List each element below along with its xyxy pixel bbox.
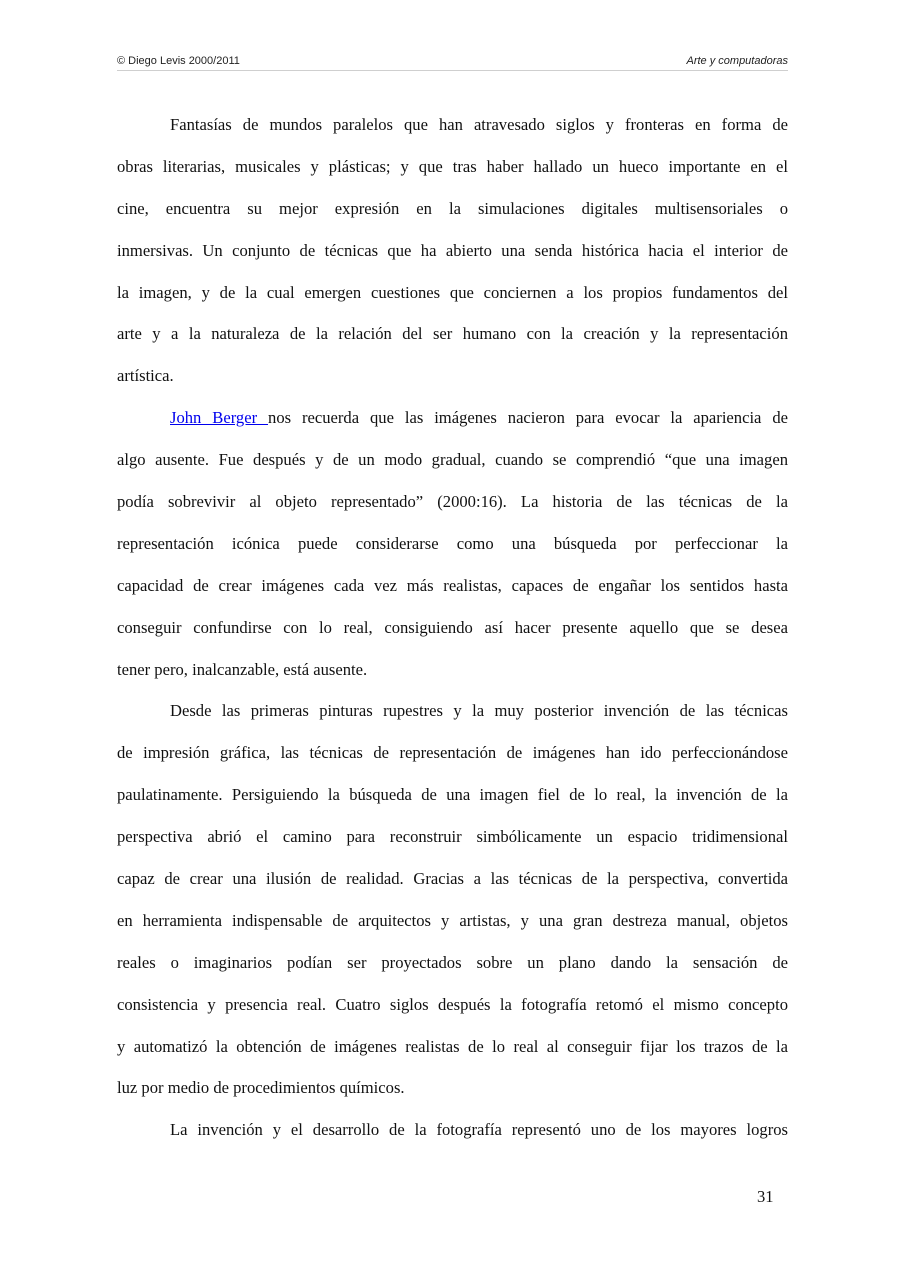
text-line xyxy=(117,364,788,406)
line-content: La invención y el desarrollo de la fotografía representó uno de los mayores logros xyxy=(170,1120,788,1140)
line-content: perspectiva abrió el camino para reconstruir simbólicamente un espacio tridimensional xyxy=(117,827,788,847)
line-content: algo ausente. Fue después y de un modo gradual, cuando se comprendió “que una imagen xyxy=(117,450,788,470)
text-line xyxy=(117,239,788,281)
line-content: Fantasías de mundos paralelos que han atravesado siglos y fronteras en forma de xyxy=(170,115,788,134)
document-body xyxy=(117,113,788,1160)
line-content: inmersivas. Un conjunto de técnicas que ha abierto una senda histórica hacia el interior de xyxy=(117,240,788,260)
text-line xyxy=(117,1076,788,1118)
header-title: Arte y computadoras xyxy=(686,55,788,67)
text-line xyxy=(117,699,788,741)
line-content: arte y a la naturaleza de la relación del ser humano con la creación y la representación xyxy=(117,324,788,344)
text-line xyxy=(117,658,788,700)
paragraph xyxy=(117,699,788,1118)
line-content: Desde las primeras pinturas rupestres y la muy posterior invención de las técnicas xyxy=(170,701,788,721)
line-content: de impresión gráfica, las técnicas de representación de imágenes han ido perfeccionándose xyxy=(117,743,788,763)
paragraph xyxy=(117,113,788,406)
line-content: en herramienta indispensable de arquitectos y artistas, y una gran destreza manual, objetos xyxy=(117,910,788,930)
line-content: conseguir confundirse con lo real, consiguiendo así hacer presente aquello que se desea xyxy=(117,617,788,637)
line-content: consistencia y presencia real. Cuatro siglos después la fotografía retomó el mismo concepto xyxy=(117,994,788,1014)
text-line xyxy=(117,783,788,825)
text-line xyxy=(117,532,788,574)
line-content: artística. xyxy=(117,366,174,386)
text-line xyxy=(117,825,788,867)
line-content: capacidad de crear imágenes cada vez más realistas, capaces de engañar los sentidos hasta xyxy=(117,575,788,595)
header-author: © Diego Levis 2000/2011 xyxy=(117,55,240,67)
line-content: reales o imaginarios podían ser proyectados sobre un plano dando la sensación de xyxy=(117,952,788,972)
text-line xyxy=(117,993,788,1035)
text-line xyxy=(117,1118,788,1160)
text-line xyxy=(117,113,788,155)
text-line xyxy=(117,406,788,448)
line-content: obras literarias, musicales y plásticas; y que tras haber hallado un hueco importante en el xyxy=(117,156,788,176)
text-line xyxy=(117,867,788,909)
text-line xyxy=(117,197,788,239)
text-line xyxy=(117,741,788,783)
paragraph xyxy=(117,406,788,699)
paragraph xyxy=(117,1118,788,1160)
text-line xyxy=(117,951,788,993)
text-line xyxy=(117,909,788,951)
page-header xyxy=(117,54,788,71)
page-number: 31 xyxy=(757,1187,774,1206)
author-link[interactable]: John Berger xyxy=(170,408,269,428)
text-line xyxy=(117,281,788,323)
line-text: nos recuerda que las imágenes nacieron para evocar la apariencia de xyxy=(268,408,788,428)
line-content: tener pero, inalcanzable, está ausente. xyxy=(117,659,368,679)
text-line xyxy=(117,616,788,658)
line-content: representación icónica puede considerarse como una búsqueda por perfeccionar la xyxy=(117,533,788,553)
text-line xyxy=(117,574,788,616)
text-line xyxy=(117,448,788,490)
line-content xyxy=(170,408,788,427)
line-content: luz por medio de procedimientos químicos. xyxy=(117,1078,405,1098)
line-content: capaz de crear una ilusión de realidad. Gracias a las técnicas de la perspectiva, convertida xyxy=(117,869,788,889)
line-content: podía sobrevivir al objeto representado” (2000:16). La historia de las técnicas de la xyxy=(117,492,788,512)
line-content: y automatizó la obtención de imágenes realistas de lo real al conseguir fijar los trazos de la xyxy=(117,1036,788,1056)
line-content: la imagen, y de la cual emergen cuestiones que conciernen a los propios fundamentos del xyxy=(117,282,788,302)
text-line xyxy=(117,490,788,532)
text-line xyxy=(117,322,788,364)
line-content: cine, encuentra su mejor expresión en la simulaciones digitales multisensoriales o xyxy=(117,198,788,218)
text-line xyxy=(117,155,788,197)
line-content: paulatinamente. Persiguiendo la búsqueda de una imagen fiel de lo real, la invención de la xyxy=(117,785,788,805)
text-line xyxy=(117,1035,788,1077)
